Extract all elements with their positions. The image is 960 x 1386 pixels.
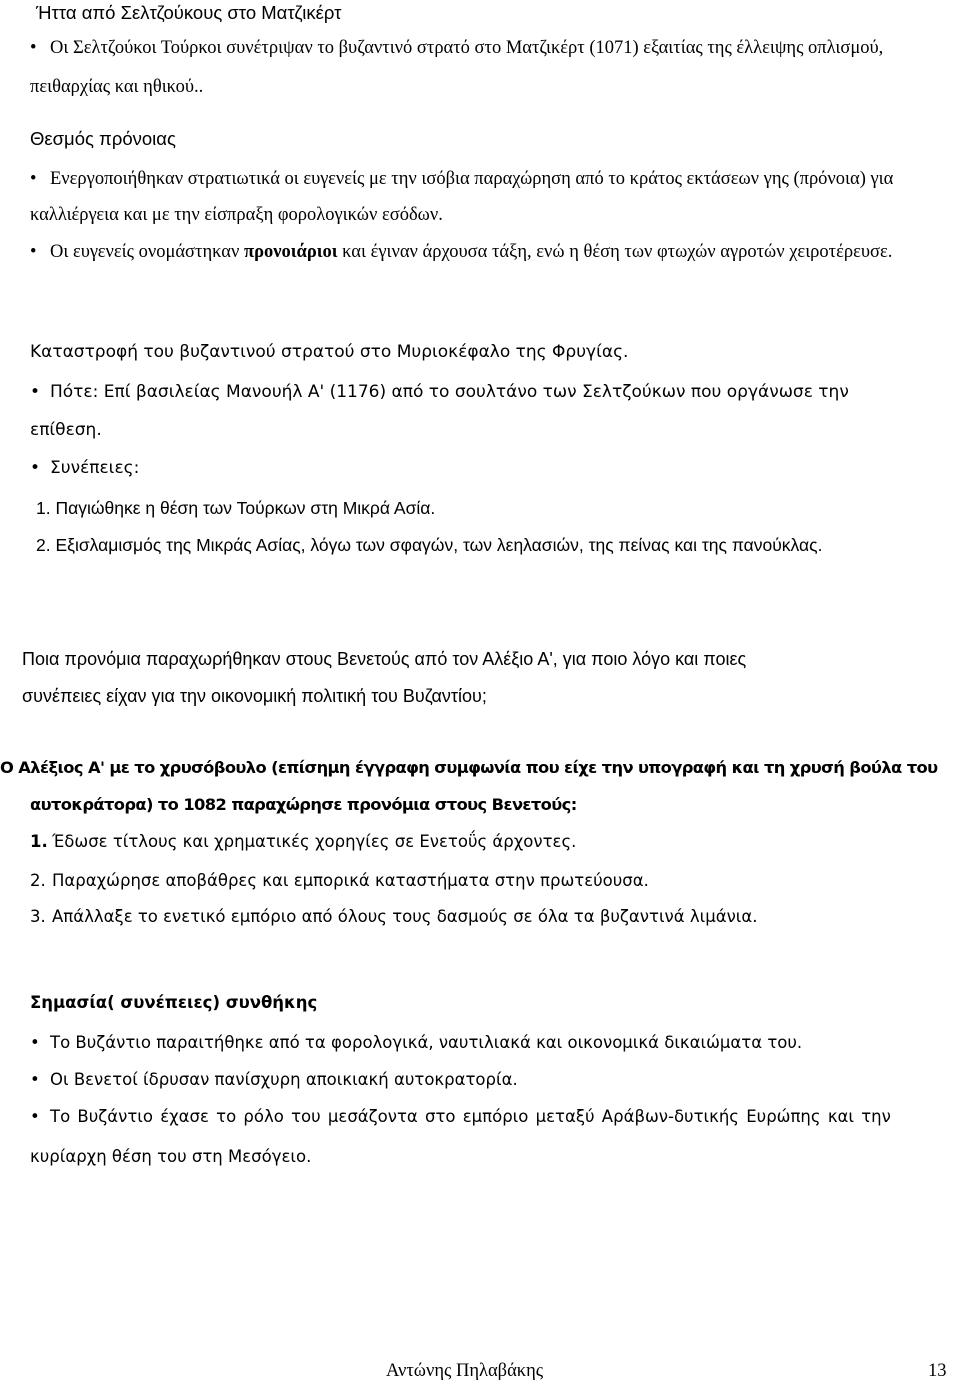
- bullet-icon: •: [30, 242, 37, 262]
- bullet-item: • Οι Βενετοί ίδρυσαν πανίσχυρη αποικιακή αυτοκρατορία.: [30, 1070, 518, 1089]
- bullet-icon: •: [30, 169, 37, 189]
- section-heading-significance: Σημασία( συνέπειες) συνθήκης: [30, 993, 318, 1012]
- section-heading-myriokefalo: Καταστροφή του βυζαντινού στρατού στο Μυριοκέφαλο της Φρυγίας.: [30, 342, 629, 362]
- bullet-item-continued: καλλιέργεια και με την είσπραξη φορολογικών εσόδων.: [30, 205, 443, 225]
- bullet-item: • Οι Σελτζούκοι Τούρκοι συνέτριψαν το βυζαντινό στρατό στο Ματζικέρτ (1071) εξαιτίας της έλλειψης οπλισμού,: [30, 38, 884, 58]
- bullet-icon: •: [30, 382, 41, 402]
- bullet-icon: •: [30, 38, 37, 58]
- bullet-item-consequences: [30, 458, 139, 478]
- bullet-item-continued: κυρίαρχη θέση του στη Μεσόγειο.: [30, 1147, 312, 1166]
- bullet-item-continued: επίθεση.: [30, 420, 102, 440]
- question-line-2: συνέπειες είχαν για την οικονομική πολιτική του Βυζαντίου;: [22, 686, 487, 706]
- bullet-item-when: • Πότε: Επί βασιλείας Μανουήλ Α' (1176) από το σουλτάνο των Σελτζούκων που οργάνωσε την: [30, 382, 849, 402]
- numbered-item: 3. Απάλλαξε το ενετικό εμπόριο από όλους τους δασμούς σε όλα τα βυζαντινά λιμάνια.: [30, 907, 758, 926]
- consequences-label: Συνέπειες:: [50, 458, 140, 478]
- numbered-item: 2. Παραχώρησε αποβάθρες και εμπορικά καταστήματα στην πρωτεύουσα.: [30, 871, 649, 890]
- bullet-item-continued: πειθαρχίας και ηθικού..: [30, 77, 204, 97]
- numbered-item: 2. Εξισλαμισμός της Μικράς Ασίας, λόγω των σφαγών, των λεηλασιών, της πείνας και της πανούκλας.: [36, 535, 823, 555]
- bullet-icon: •: [30, 1070, 40, 1089]
- item-number: 2.: [36, 535, 51, 555]
- question-line-1: Ποια προνόμια παραχωρήθηκαν στους Βενετούς από τον Αλέξιο Α', για ποιο λόγο και ποιες: [22, 649, 747, 669]
- item-number: 1.: [30, 832, 48, 851]
- bullet-item: • Ενεργοποιήθηκαν στρατιωτικά οι ευγενείς με την ισόβια παραχώρηση από το κράτος εκτάσεων γης (πρόνοια) για: [30, 169, 894, 189]
- item-number: 2.: [30, 871, 46, 890]
- bullet-icon: •: [30, 1107, 40, 1126]
- numbered-item: 1. Παγιώθηκε η θέση των Τούρκων στη Μικρά Ασία.: [36, 498, 436, 518]
- bullet-icon: •: [30, 458, 41, 478]
- bullet-item: • Το Βυζάντιο παραιτήθηκε από τα φορολογικά, ναυτιλιακά και οικονομικά δικαιώματα του.: [30, 1033, 803, 1052]
- page-number: 13: [928, 1361, 947, 1381]
- answer-line-1: Ο Αλέξιος Α' με το χρυσόβουλο (επίσημη έγγραφη συμφωνία που είχε την υπογραφή και τη χρυσή βούλα του: [0, 758, 938, 777]
- item-number: 3.: [30, 907, 46, 926]
- numbered-item: 1. Έδωσε τίτλους και χρηματικές χορηγίες σε Ενετοΰς άρχοντες.: [30, 832, 577, 851]
- answer-line-2: αυτοκράτορα) το 1082 παραχώρησε προνόμια στους Βενετούς:: [30, 795, 577, 814]
- bullet-item: • Οι ευγενείς ονομάστηκαν προνοιάριοι και έγιναν άρχουσα τάξη, ενώ η θέση των φτωχών αγροτών χειροτέρευσε.: [30, 242, 893, 262]
- section-heading-pronoia: Θεσμός πρόνοιας: [30, 128, 176, 149]
- bullet-item: • Το Βυζάντιο έχασε το ρόλο του μεσάζοντα στο εμπόριο μεταξύ Αράβων-δυτικής Ευρώπης και την: [30, 1107, 891, 1126]
- footer-author: Αντώνης Πηλαβάκης: [386, 1361, 544, 1381]
- bullet-icon: •: [30, 1033, 40, 1052]
- pronoiarioi-term: προνοιάριοι: [243, 242, 338, 262]
- item-number: 1.: [36, 498, 51, 518]
- when-label: Πότε:: [50, 382, 99, 402]
- section-heading-mantzikert: Ήττα από Σελτζούκους στο Ματζικέρτ: [36, 2, 342, 23]
